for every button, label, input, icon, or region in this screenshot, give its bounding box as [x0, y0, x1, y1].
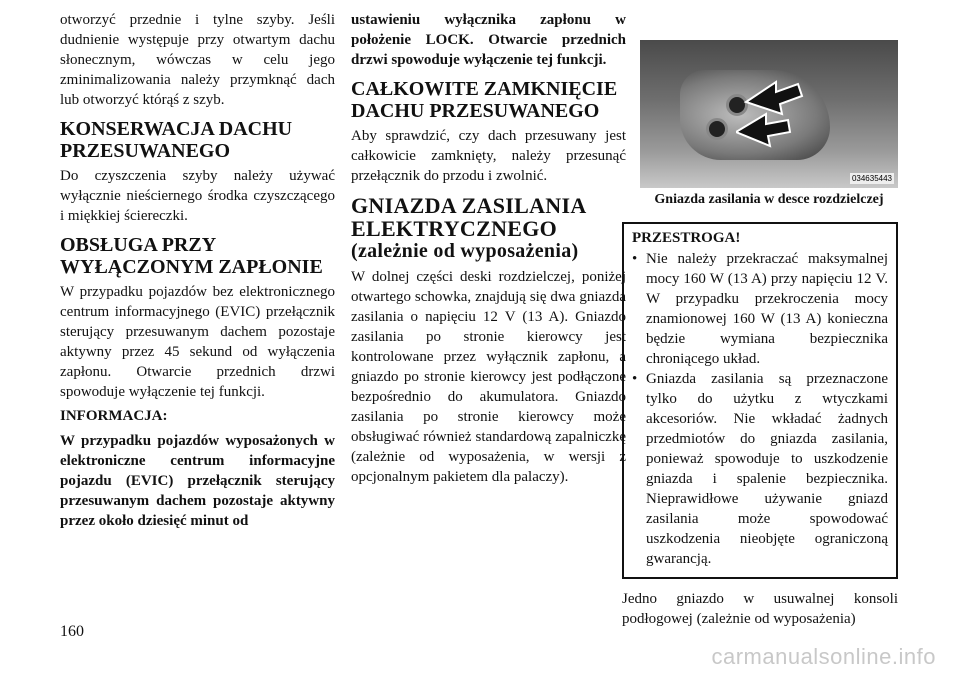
paragraph: Aby sprawdzić, czy dach przesuwany jest całkowicie zamknięty, należy przesunąć przełącznik do przodu i zwolnić. [351, 128, 626, 184]
paragraph: W przypadku pojazdów bez elektronicznego centrum informacyjnego (EVIC) przełącznik sterujący przesuwanym dachem pozostaje aktywny przez 45 sekund od wyłączenia zapłonu. Otwarcie przednich drzwi spowoduje wyłączenie tej funkcji. [60, 284, 335, 400]
paragraph: Do czyszczenia szyby należy używać wyłącznie nieściernego środka czyszczącego i miękkiej ściereczki. [60, 168, 335, 224]
caution-item: • Nie należy przekraczać maksymalnej mocy 160 W (13 A) przy napięciu 12 V. W przypadku przekroczenia mocy znamionowej 160 W (13 A) konieczna będzie wymiana bezpiecznika chroniącego układ. [632, 249, 888, 369]
caution-title: PRZESTROGA! [632, 230, 741, 246]
watermark: carmanualsonline.info [711, 644, 936, 669]
paragraph: W dolnej części deski rozdzielczej, poniżej otwartego schowka, znajdują się dwa gniazda zasilania o napięciu 12 V (13 A). Gniazdo zasilania po stronie kierowcy jest kontrolowane przez wyłącznik zapłonu, a gniazdo po stronie kierowcy jest podłączone bezpośrednio do akumulatora. Gniazdo zasilania po stronie kierowcy może obsługiwać również standardową zapalniczkę (zależnie od wyposażenia, w wersji z opcjonalnym pakietem dla palaczy). [351, 269, 626, 485]
column-middle [351, 10, 626, 493]
caution-box [622, 222, 898, 579]
page-number: 160 [60, 623, 84, 640]
caution-item: • Gniazda zasilania są przeznaczone tylko do użytku z wtyczkami akcesoriów. Nie wkładać żadnych przedmiotów do gniazda zasilania, ponieważ spowoduje to uszkodzenie gniazda i spalenie bezpiecznika. Nieprawidłowe używanie gniazd zasilania może spowodować uszkodzenia nieobjęte ograniczoną gwarancją. [632, 369, 888, 569]
power-outlets-photo [640, 40, 898, 188]
image-code: 034635443 [851, 174, 892, 183]
column-right [622, 12, 898, 635]
section-heading: KONSERWACJA DACHU PRZESUWANEGO [60, 118, 293, 162]
paragraph: otworzyć przednie i tylne szyby. Jeśli dudnienie występuje przy otwartym dachu słonecznym, wówczas w celu jego zminimalizowania należy przymknąć dach lub otworzyć którąś z szyb. [60, 12, 335, 108]
power-outlet-icon [706, 118, 728, 140]
paragraph: Jedno gniazdo w usuwalnej konsoli podłogowej (zależnie od wyposażenia) [622, 591, 898, 627]
section-heading-large [351, 194, 626, 263]
info-text: W przypadku pojazdów wyposażonych w elektroniczne centrum informacyjne pojazdu (EVIC) przełącznik sterujący przesuwanym dachem pozostaje aktywny przez około dziesięć minut od [60, 433, 335, 529]
section-heading: CAŁKOWITE ZAMKNIĘCIE DACHU PRZESUWANEGO [351, 78, 618, 122]
paragraph-bold: ustawieniu wyłącznika zapłonu w położenie LOCK. Otwarcie przednich drzwi spowoduje wyłączenie tej funkcji. [351, 12, 626, 68]
section-heading: OBSŁUGA PRZY WYŁĄCZONYM ZAPŁONIE [60, 234, 323, 278]
caution-list [632, 249, 888, 569]
image-caption: Gniazda zasilania w desce rozdzielczej [654, 192, 884, 207]
info-label: INFORMACJA: [60, 408, 168, 424]
heading-subline: (zależnie od wyposażenia) [351, 240, 579, 262]
heading-line: GNIAZDA ZASILANIA ELEKTRYCZNEGO [351, 193, 586, 241]
arrow-icon [736, 62, 806, 152]
column-left [60, 10, 335, 537]
